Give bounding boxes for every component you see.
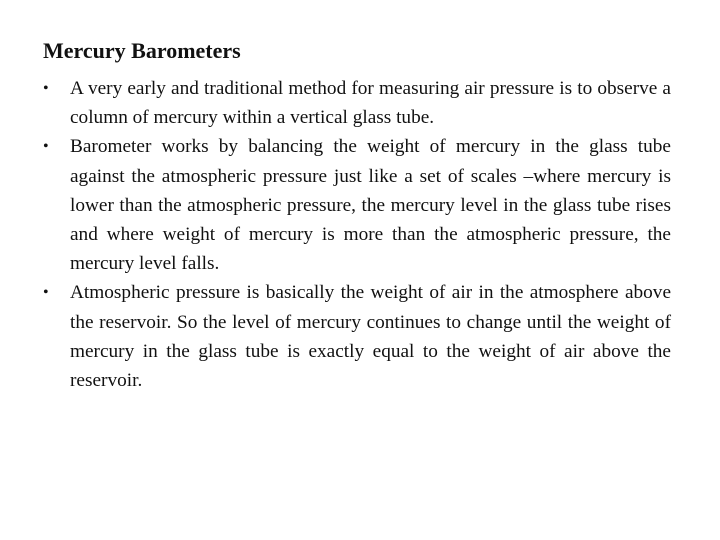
bullet-dot-icon: • xyxy=(43,284,49,302)
bullet-dot-icon: • xyxy=(43,80,49,97)
bullet-item xyxy=(43,278,671,395)
bullet-item xyxy=(43,132,671,278)
slide-title: Mercury Barometers xyxy=(43,38,241,63)
bullet-item xyxy=(43,74,671,132)
bullet-text: A very early and traditional method for measuring air pressure is to observe a column of mercury within a vertical glass tube. xyxy=(70,78,671,129)
bullet-dot-icon: • xyxy=(43,138,49,156)
bullet-text: Atmospheric pressure is basically the weight of air in the atmosphere above the reservoir. So the level of mercury continues to change until the weight of mercury in the glass tube is exactly equal to the weight of air above the reservoir. xyxy=(70,282,671,392)
bullet-list xyxy=(43,74,671,395)
bullet-text: Barometer works by balancing the weight of mercury in the glass tube against the atmospheric pressure just like a set of scales –where mercury is lower than the atmospheric pressure, the mercury level in the glass tube rises and where weight of mercury is more than the atmospheric pressure, the mercury level falls. xyxy=(70,136,671,275)
